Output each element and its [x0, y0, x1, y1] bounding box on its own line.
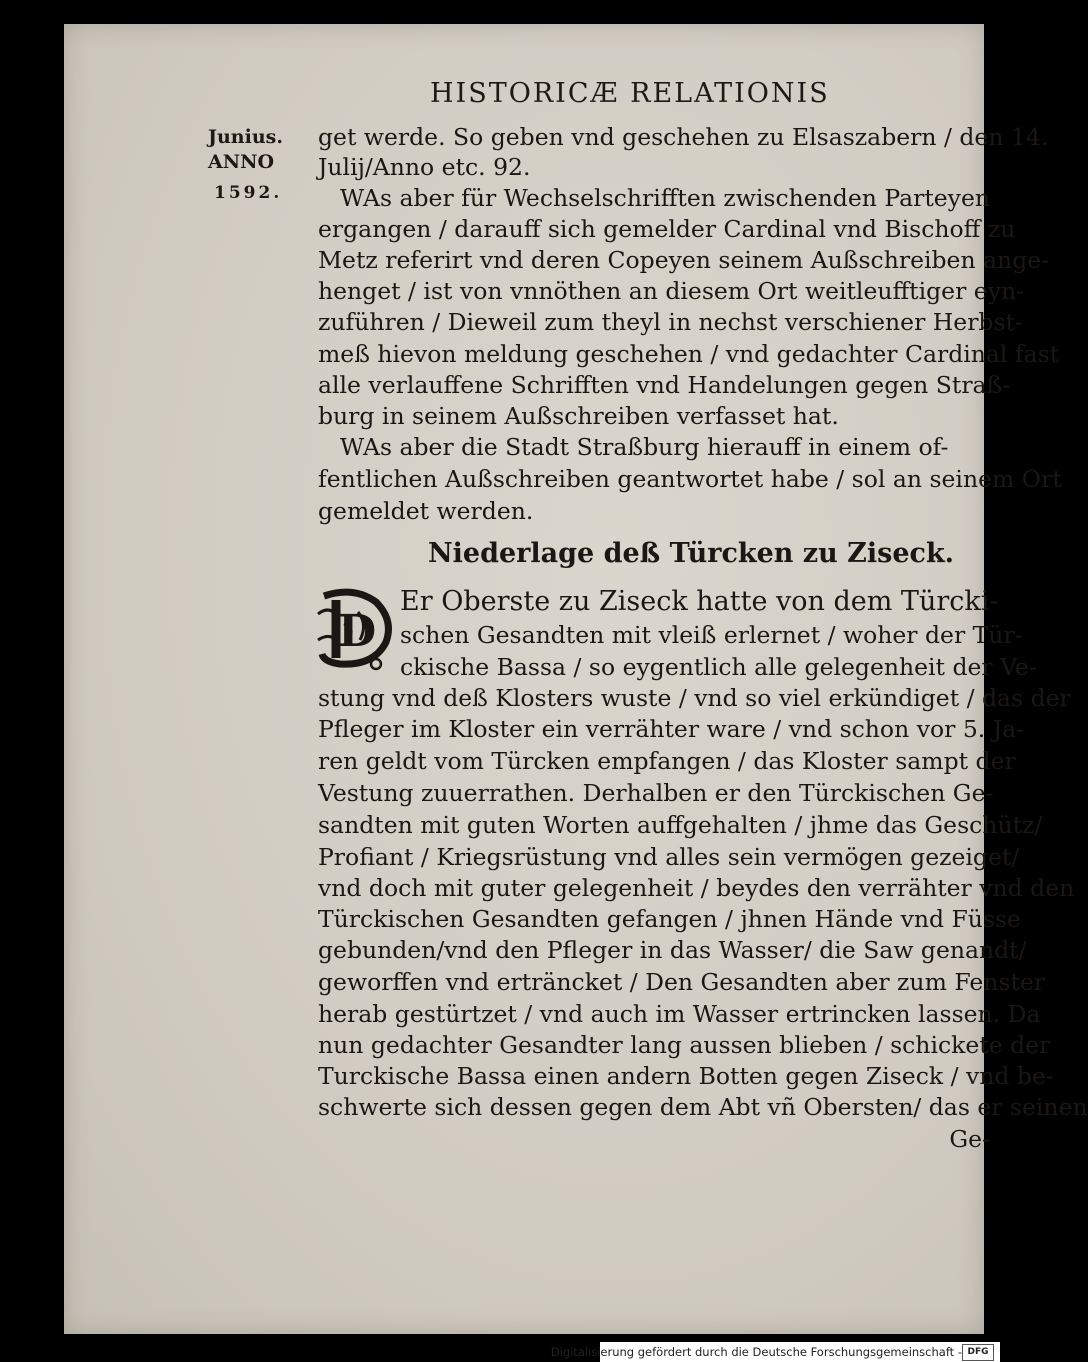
- digitization-credit: Digitalisierung gefördert durch die Deutsche Forschungsgemeinschaft -: [550, 1345, 962, 1359]
- text-line: Er Oberste zu Ziseck hatte von dem Türcki-: [400, 586, 999, 617]
- text-line: Türckischen Gesandten gefangen / jhnen Hände vnd Füsse: [318, 905, 1021, 933]
- running-head: HISTORICÆ RELATIONIS: [430, 78, 830, 109]
- drop-cap-letter: D: [338, 606, 377, 657]
- text-line: Turckische Bassa einen andern Botten gegen Ziseck / vnd be-: [318, 1062, 1054, 1090]
- text-line: nun gedachter Gesandter lang aussen blieben / schickete der: [318, 1031, 1051, 1059]
- margin-note-year: 1592.: [214, 183, 283, 203]
- text-line: meß hievon meldung geschehen / vnd gedachter Cardinal fast: [318, 340, 1060, 368]
- text-line: burg in seinem Außschreiben verfasset hat.: [318, 402, 839, 430]
- margin-note-month: Junius.: [208, 126, 283, 148]
- text-line: Metz referirt vnd deren Copeyen seinem Außschreiben ange-: [318, 246, 1050, 274]
- dfg-logo: DFG: [962, 1344, 994, 1361]
- text-line: zuführen / Dieweil zum theyl in nechst verschiener Herbst-: [318, 308, 1023, 336]
- text-line: gemeldet werden.: [318, 497, 534, 525]
- text-line: sandten mit guten Worten auffgehalten / jhme das Geschütz/: [318, 811, 1043, 839]
- text-line: henget / ist von vnnöthen an diesem Ort weitleufftiger eyn-: [318, 277, 1025, 305]
- drop-cap-initial: [314, 584, 396, 674]
- text-line: gebunden/vnd den Pfleger in das Wasser/ die Saw genandt/: [318, 936, 1027, 964]
- text-line: schen Gesandten mit vleiß erlernet / woher der Tür-: [400, 621, 1023, 649]
- text-line: fentlichen Außschreiben geantwortet habe / sol an seinem Ort: [318, 465, 1062, 493]
- text-line: ckische Bassa / so eygentlich alle gelegenheit der Ve-: [400, 653, 1037, 681]
- catchword: Ge-: [949, 1125, 990, 1153]
- text-line: WAs aber die Stadt Straßburg hierauff in einem of-: [340, 433, 949, 461]
- margin-note-anno: ANNO: [208, 151, 275, 173]
- text-line: vnd doch mit guter gelegenheit / beydes den verrähter vnd den: [318, 874, 1075, 902]
- text-line: WAs aber für Wechselschrifften zwischenden Parteyen: [340, 184, 991, 212]
- text-line: ren geldt vom Türcken empfangen / das Kloster sampt der: [318, 747, 1016, 775]
- text-line: get werde. So geben vnd geschehen zu Elsaszabern / den 14.: [318, 123, 1049, 151]
- text-line: Profiant / Kriegsrüstung vnd alles sein vermögen gezeiget/: [318, 843, 1020, 871]
- text-line: alle verlauffene Schrifften vnd Handelungen gegen Straß-: [318, 371, 1011, 399]
- text-line: geworffen vnd erträncket / Den Gesandten aber zum Fenster: [318, 968, 1046, 996]
- text-line: ergangen / darauff sich gemelder Cardinal vnd Bischoff zu: [318, 215, 1016, 243]
- text-line: Vestung zuuerrathen. Derhalben er den Türckischen Ge-: [318, 779, 994, 807]
- text-line: schwerte sich dessen gegen dem Abt vñ Obersten/ das er seinen: [318, 1093, 1088, 1121]
- text-line: Julij/Anno etc. 92.: [318, 153, 531, 181]
- text-line: stung vnd deß Klosters wuste / vnd so viel erkündiget / das der: [318, 684, 1071, 712]
- text-line: herab gestürtzet / vnd auch im Wasser ertrincken lassen. Da: [318, 1000, 1041, 1028]
- section-heading: Niederlage deß Türcken zu Ziseck.: [428, 538, 955, 569]
- text-line: Pfleger im Kloster ein verrähter ware / vnd schon vor 5. Ja-: [318, 715, 1025, 743]
